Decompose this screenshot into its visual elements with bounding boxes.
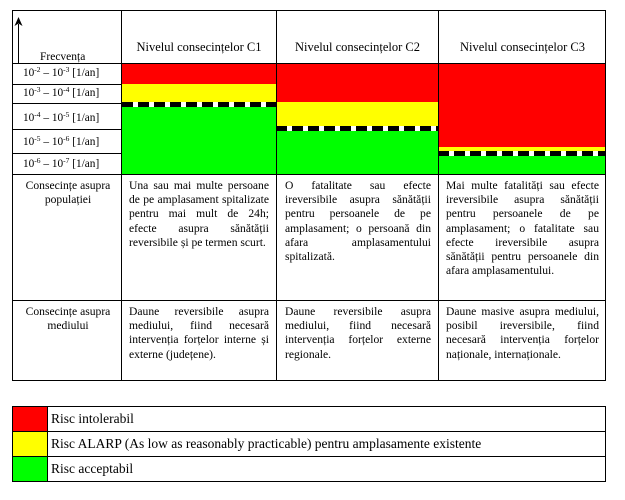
frequency-row: $10^{-6} - 10^{-7}$ [1/an] [23,156,100,170]
population-env-divider [12,300,606,301]
column-header-c3: Nivelul consecințelor C3 [460,40,585,54]
risk-legend [0,400,625,490]
frequency-row: $10^{-3} - 10^{-4}$ [1/an] [23,85,100,99]
table-border-left [12,10,13,381]
population-c3: Mai multe fatalități sau efecte ireversibile asupra sănătății pentru persoanele de pe amplasament; o fatalitate sau efecte ireversibile asupra sănătății pentru persoanele din afara amplasamentului. [446,179,599,278]
zone-c3-intolerable [438,64,606,153]
freq-row-divider-4 [12,153,122,154]
zone-c2-acceptable [276,128,438,174]
environment-c3: Daune masive asupra mediului, posibil ireversibile, fiind necesară intervenția forțelor naționale, internaționale. [446,305,599,361]
frequency-row: $10^{-2} - 10^{-3}$ [1/an] [23,65,100,79]
column-divider-3 [438,10,439,381]
freq-row-divider-3 [12,129,122,130]
zone-c1-alarp [122,84,276,104]
table-border-bottom [12,380,606,381]
table-border-top [12,10,606,11]
environment-row-label: Consecințe asupra mediului [25,305,111,333]
legend-label: Risc ALARP (As low as reasonably practicable) pentru amplasamente existente [51,436,482,451]
zone-c2-intolerable [276,64,438,102]
matrix-bottom-divider [12,174,606,175]
population-c1: Una sau mai multe persoane de pe amplasament spitalizate pentru mai mult de 24h; efecte asupra sănătății reversibile și pe termen scurt. [129,179,269,249]
frequency-row: $10^{-5} - 10^{-6}$ [1/an] [23,134,100,148]
table-border-right [605,10,606,381]
frequency-axis-arrow-shaft [18,24,19,64]
environment-c2: Daune reversibile asupra mediului, fiind necesară intervenția forțelor externe regionale. [285,305,431,361]
alarp-boundary-c2 [276,126,438,131]
column-divider-1 [121,10,122,381]
frequency-arrow-icon [14,17,23,27]
legend-item-intolerable [12,406,606,432]
legend-label: Risc acceptabil [51,461,134,476]
zone-c1-acceptable [122,104,276,174]
legend-swatch-red [13,407,48,431]
header-divider [12,63,606,64]
frequency-row: $10^{-4} - 10^{-5}$ [1/an] [23,110,100,124]
legend-item-alarp [12,431,606,457]
population-row-label: Consecințe asupra populației [25,179,111,207]
column-header-c2: Nivelul consecințelor C2 [295,40,420,54]
alarp-boundary-c3 [438,151,606,156]
zone-c3-acceptable [438,153,606,174]
legend-swatch-green [13,457,48,481]
population-c2: O fatalitate sau efecte ireversibile asupra sănătății pentru persoanele de pe amplasament; o persoană din afara amplasamentului spitalizată. [285,179,431,264]
legend-item-acceptable [12,456,606,482]
zone-c1-intolerable [122,64,276,84]
environment-c1: Daune reversibile asupra mediului, fiind necesară intervenția forțelor interne și externe (județene). [129,305,269,361]
frequency-label: Frecvența [40,51,86,63]
legend-swatch-yellow [13,432,48,456]
freq-row-divider-2 [12,103,122,104]
zone-c2-alarp [276,102,438,128]
alarp-boundary-c1 [122,102,276,107]
column-divider-2 [276,10,277,381]
legend-label: Risc intolerabil [51,411,134,426]
column-header-c1: Nivelul consecințelor C1 [136,40,262,54]
